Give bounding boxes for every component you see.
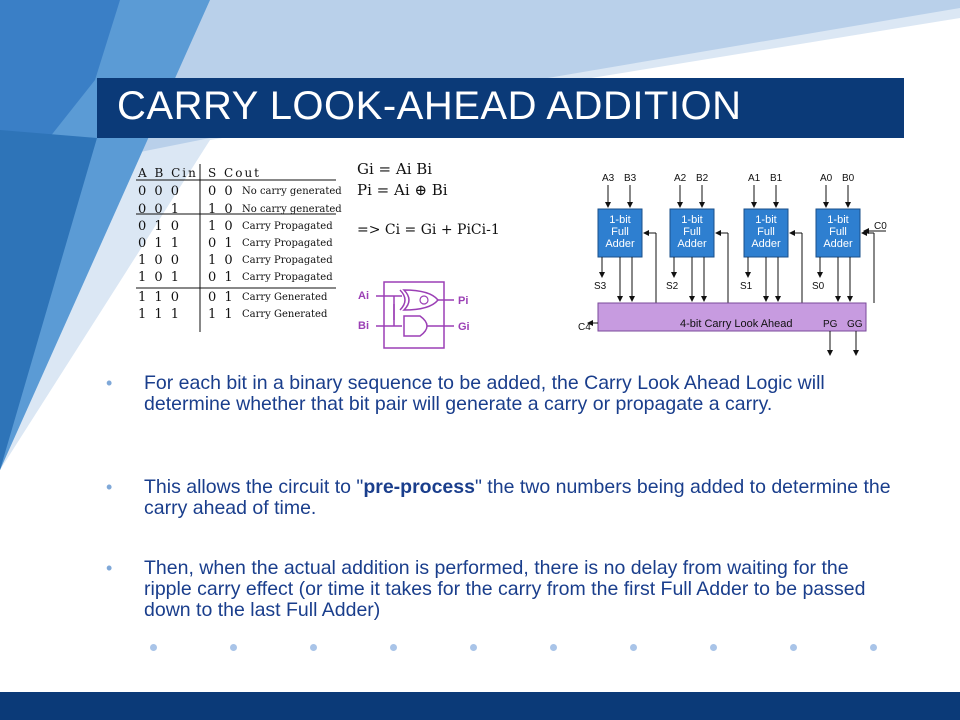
- input-label: A0: [820, 173, 833, 184]
- dot-divider: [150, 644, 880, 654]
- full-adder-label: Full: [757, 226, 775, 238]
- formula-generate: Gi = Ai Bi: [357, 160, 433, 178]
- row-note: Carry Generated: [242, 292, 328, 303]
- row-outputs: 0 1: [208, 236, 235, 251]
- full-adder-label: Full: [683, 226, 701, 238]
- input-label: B1: [770, 173, 783, 184]
- full-adder-label: Full: [829, 226, 847, 238]
- pg-gate-diagram: [354, 280, 484, 352]
- bullet-marker: •: [106, 477, 113, 497]
- row-inputs: 0 1 0: [138, 219, 182, 234]
- full-adder-label: 1-bit: [681, 214, 703, 226]
- sum-label: S3: [594, 281, 607, 292]
- divider-dot: [150, 644, 157, 651]
- title-bar: [97, 78, 904, 138]
- full-adder-label: Adder: [823, 238, 853, 250]
- divider-dot: [310, 644, 317, 651]
- full-adder-label: Adder: [677, 238, 707, 250]
- slide-title: CARRY LOOK-AHEAD ADDITION: [117, 84, 742, 128]
- input-label: B2: [696, 173, 709, 184]
- row-inputs: 1 1 1: [138, 307, 182, 322]
- row-note: Carry Propagated: [242, 272, 333, 283]
- gate-label-bi: Bi: [358, 320, 369, 332]
- full-adder-label: 1-bit: [827, 214, 849, 226]
- divider-dot: [710, 644, 717, 651]
- bullet-text: For each bit in a binary sequence to be added, the Carry Look Ahead Logic will determine whether that bit pair will generate a carry or propagate a carry.: [144, 372, 825, 415]
- divider-dot: [390, 644, 397, 651]
- divider-dot: [630, 644, 637, 651]
- formula-propagate: Pi = Ai ⊕ Bi: [357, 181, 448, 199]
- divider-dot: [790, 644, 797, 651]
- full-adder-label: Adder: [751, 238, 781, 250]
- row-note: Carry Generated: [242, 309, 328, 320]
- full-adder-label: Adder: [605, 238, 635, 250]
- label-gg: GG: [847, 319, 863, 330]
- gate-label-gi: Gi: [458, 321, 470, 333]
- row-inputs: 1 1 0: [138, 290, 182, 305]
- row-note: Carry Propagated: [242, 238, 333, 249]
- row-note: No carry generated: [242, 204, 342, 215]
- header-inputs: A B Cin: [138, 166, 198, 180]
- row-inputs: 1 0 0: [138, 253, 182, 268]
- divider-dot: [230, 644, 237, 651]
- gate-label-ai: Ai: [358, 290, 369, 302]
- divider-dot: [470, 644, 477, 651]
- header-outputs: S Cout: [208, 166, 261, 180]
- divider-dot: [870, 644, 877, 651]
- bullet-marker: •: [106, 373, 113, 393]
- input-label: A2: [674, 173, 687, 184]
- full-adder-label: Full: [611, 226, 629, 238]
- row-inputs: 0 0 1: [138, 202, 182, 217]
- input-label: A1: [748, 173, 761, 184]
- divider-dot: [550, 644, 557, 651]
- row-inputs: 0 1 1: [138, 236, 182, 251]
- row-outputs: 1 0: [208, 202, 235, 217]
- cla-block-title: 4-bit Carry Look Ahead: [680, 318, 793, 330]
- footer-band: [0, 692, 960, 720]
- row-outputs: 1 1: [208, 307, 235, 322]
- sum-label: S1: [740, 281, 753, 292]
- input-label: B3: [624, 173, 637, 184]
- row-inputs: 1 0 1: [138, 270, 182, 285]
- bullet-text: [144, 477, 894, 519]
- row-outputs: 0 1: [208, 270, 235, 285]
- input-label: A3: [602, 173, 615, 184]
- row-outputs: 1 0: [208, 253, 235, 268]
- row-note: Carry Propagated: [242, 255, 333, 266]
- label-c4: C4: [578, 322, 591, 333]
- input-label: B0: [842, 173, 855, 184]
- cla-block-diagram: [560, 165, 900, 365]
- row-outputs: 0 1: [208, 290, 235, 305]
- row-outputs: 0 0: [208, 184, 235, 199]
- bullet-marker: •: [106, 558, 113, 578]
- formula-carry: => Ci = Gi + PiCi-1: [357, 222, 500, 238]
- bullet-text-post: " the two numbers being added to determine the carry ahead of time.: [144, 476, 891, 519]
- row-note: No carry generated: [242, 186, 342, 197]
- full-adder-label: 1-bit: [755, 214, 777, 226]
- bullet-text: Then, when the actual addition is performed, there is no delay from waiting for the ripple carry effect (or time it takes for the carry from the first Full Adder to be passed down to the last Full Adder): [144, 557, 866, 621]
- sum-label: S0: [812, 281, 825, 292]
- label-pg: PG: [823, 319, 838, 330]
- full-adder-label: 1-bit: [609, 214, 631, 226]
- row-inputs: 0 0 0: [138, 184, 182, 199]
- gate-label-pi: Pi: [458, 295, 469, 307]
- bullet-text-strong: pre-process: [363, 476, 475, 498]
- bullet-text-pre: This allows the circuit to ": [144, 476, 364, 498]
- row-note: Carry Propagated: [242, 221, 333, 232]
- sum-label: S2: [666, 281, 679, 292]
- label-c0: C0: [874, 221, 887, 232]
- row-outputs: 1 0: [208, 219, 235, 234]
